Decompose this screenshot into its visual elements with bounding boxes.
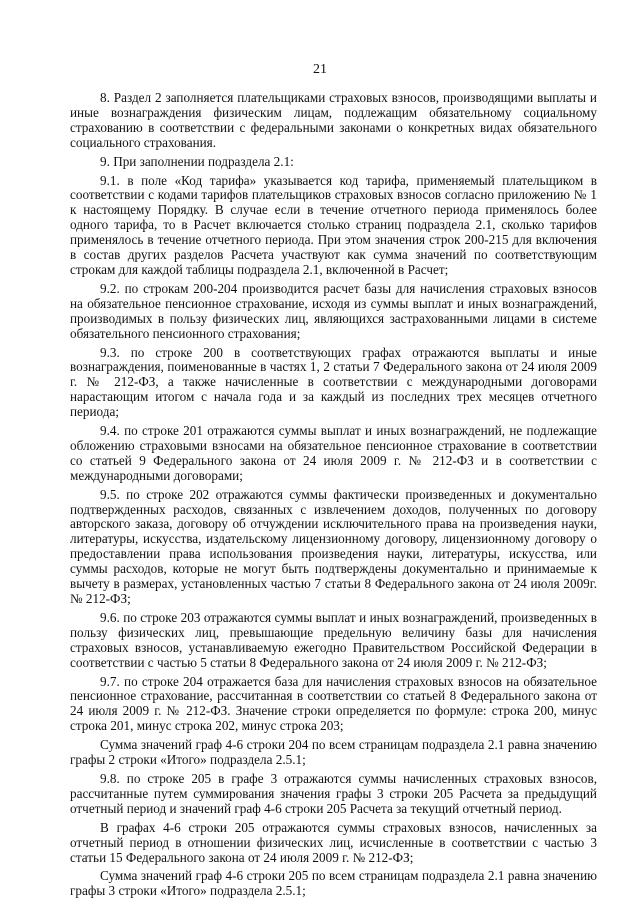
paragraph-9: 9. При заполнении подраздела 2.1:	[100, 153, 294, 169]
paragraph-sum-205: Сумма значений граф 4-6 строки 205 по всем страницам подраздела 2.1 равна значению графы 3 строки «Итого» подраздела 2.5.1;	[70, 868, 597, 899]
paragraph-9-7: 9.7. по строке 204 отражается база для начисления страховых взносов на обязательное пенсионное страхование, рассчитанная в соответствии со статьей 8 Федерального закона от 24 июля 2009 г. № 212-ФЗ. Значение строки определяется по формуле: строка 200, минус строка 201, минус строка 202, минус строка 203;	[70, 673, 597, 734]
document-body	[70, 91, 597, 901]
paragraph-9-4: 9.4. по строке 201 отражаются суммы выплат и иных вознаграждений, не подлежащие обложению страховыми взносами на обязательное пенсионное страхование в соответствии со статьей 9 Федерального закона от 24 июля 2009 г. № 212-ФЗ и в соответствии с международными договорами;	[70, 423, 597, 483]
paragraph-8: 8. Раздел 2 заполняется плательщиками страховых взносов, производящими выплаты и иные вознаграждения физическим лицам, подлежащим обязательному социальному страхованию в соответствии с федеральными законами о конкретных видах обязательного социального страхования.	[70, 90, 597, 150]
paragraph-9-1: 9.1. в поле «Код тарифа» указывается код тарифа, применяемый плательщиком в соответствии с кодами тарифов плательщиков страховых взносов согласно приложению № 1 к настоящему Порядку. В случае если в течение отчетного периода применялось более одного тарифа, то в Расчет включается столько страниц подраздела 2.1, сколько тарифов применялось в течение отчетного периода. При этом значения строк 200-215 для включения в состав других разделов Расчета участвуют как сумма значений по соответствующим строкам для каждой таблицы подраздела 2.1, включенной в Расчет;	[70, 172, 597, 277]
paragraph-sum-204: Сумма значений граф 4-6 строки 204 по всем страницам подраздела 2.1 равна значению графы 2 строки «Итого» подраздела 2.5.1;	[70, 737, 597, 768]
paragraph-9-2: 9.2. по строкам 200-204 производится расчет базы для начисления страховых взносов на обязательное пенсионное страхование, исходя из суммы выплат и иных вознаграждений, производимых в пользу физических лиц, являющихся застрахованными лицами в системе обязательного пенсионного страхования;	[70, 280, 597, 341]
paragraph-9-5: 9.5. по строке 202 отражаются суммы фактически произведенных и документально подтвержденных расходов, связанных с извлечением доходов, полученных по договору авторского заказа, договору об отчуждении исключительного права на произведения науки, литературы, искусства, издательскому лицензионному договору, лицензионному договору о предоставлении права использования произведения науки, литературы, искусства, или суммы расходов, которые не могут быть подтверждены документально и принимаемые к вычету в размерах, установленных частью 7 статьи 8 Федерального закона от 24 июля 2009г. № 212-ФЗ;	[70, 486, 597, 606]
paragraph-9-8: 9.8. по строке 205 в графе 3 отражаются суммы начисленных страховых взносов, рассчитанные путем суммирования значения графы 3 строки 205 Расчета за предыдущий отчетный период и значений граф 4-6 строки 205 Расчета за текущий отчетный период.	[70, 770, 597, 816]
paragraph-9-6: 9.6. по строке 203 отражаются суммы выплат и иных вознаграждений, произведенных в пользу физических лиц, превышающие предельную величину базы для начисления страховых взносов, устанавливаемую ежегодно Правительством Российской Федерации в соответствии с частью 5 статьи 8 Федерального закона от 24 июля 2009 г. № 212-ФЗ;	[70, 609, 597, 670]
paragraph-9-3: 9.3. по строке 200 в соответствующих графах отражаются выплаты и иные вознаграждения, поименованные в частях 1, 2 статьи 7 Федерального закона от 24 июля 2009 г. № 212-ФЗ, а также начисленные в соответствии с международными договорами нарастающим итогом с начала года и за каждый из последних трех месяцев отчетного периода;	[70, 344, 597, 420]
paragraph-graphs-205: В графах 4-6 строки 205 отражаются суммы страховых взносов, начисленных за отчетный период в отношении физических лиц, исчисленные в соответствии с частью 3 статьи 15 Федерального закона от 24 июля 2009 г. № 212-ФЗ;	[70, 819, 597, 865]
page-number: 21	[313, 62, 327, 77]
